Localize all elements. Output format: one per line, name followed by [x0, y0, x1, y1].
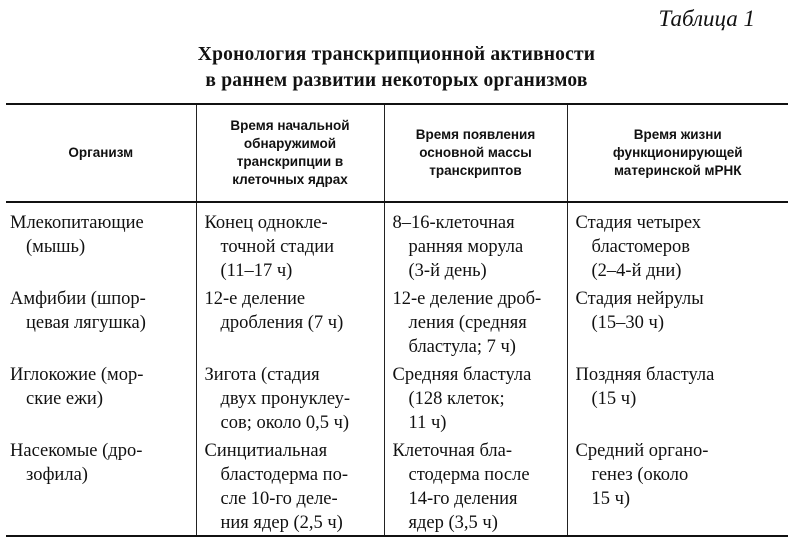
table-row: [6, 283, 788, 359]
table-row: [6, 359, 788, 435]
table-header: [6, 104, 788, 202]
cell-lifetime: Средний органо- генез (около 15 ч): [567, 435, 788, 536]
header-organism: Организм: [68, 145, 134, 160]
title-line-2: в раннем развитии некоторых организмов: [205, 70, 588, 91]
table-title: [0, 42, 793, 94]
cell-lifetime: Стадия нейрулы (15–30 ч): [567, 283, 788, 359]
cell-organism: Насекомые (дро- зофила): [10, 441, 143, 485]
header-bulk-transcripts: Время появления основной массы транскриптов: [384, 104, 567, 202]
cell-bulk: 12-е деление дроб- ления (средняя бластула; 7 ч): [384, 283, 567, 359]
cell-lifetime: Стадия четырех бластомеров (2–4-й дни): [567, 202, 788, 283]
header-maternal-mrna-lifetime: Время жизни функционирующей материнской мРНК: [567, 104, 788, 202]
cell-bulk: 8–16-клеточная ранняя морула (3-й день): [384, 202, 567, 283]
cell-initial: Конец однокле- точной стадии (11–17 ч): [196, 202, 384, 283]
cell-bulk: Средняя бластула (128 клеток; 11 ч): [384, 359, 567, 435]
data-table: [6, 103, 788, 537]
table-row: [6, 435, 788, 536]
cell-initial: Зигота (стадия двух пронуклеу- сов; около 0,5 ч): [196, 359, 384, 435]
table-row: [6, 202, 788, 283]
cell-bulk: Клеточная бла- стодерма после 14-го деления ядер (3,5 ч): [384, 435, 567, 536]
table-label: Таблица 1: [658, 6, 755, 31]
cell-initial: Синцитиальная бластодерма по- сле 10-го деле- ния ядер (2,5 ч): [196, 435, 384, 536]
cell-lifetime: Поздняя бластула (15 ч): [567, 359, 788, 435]
header-initial-transcription: Время начальной обнаружимой транскрипции в клеточных ядрах: [196, 104, 384, 202]
cell-initial: 12-е деление дробления (7 ч): [196, 283, 384, 359]
title-line-1: Хронология транскрипционной активности: [197, 44, 596, 65]
cell-organism: Иглокожие (мор- ские ежи): [10, 365, 144, 409]
cell-organism: Млекопитающие (мышь): [10, 213, 144, 257]
cell-organism: Амфибии (шпор- цевая лягушка): [10, 289, 146, 333]
